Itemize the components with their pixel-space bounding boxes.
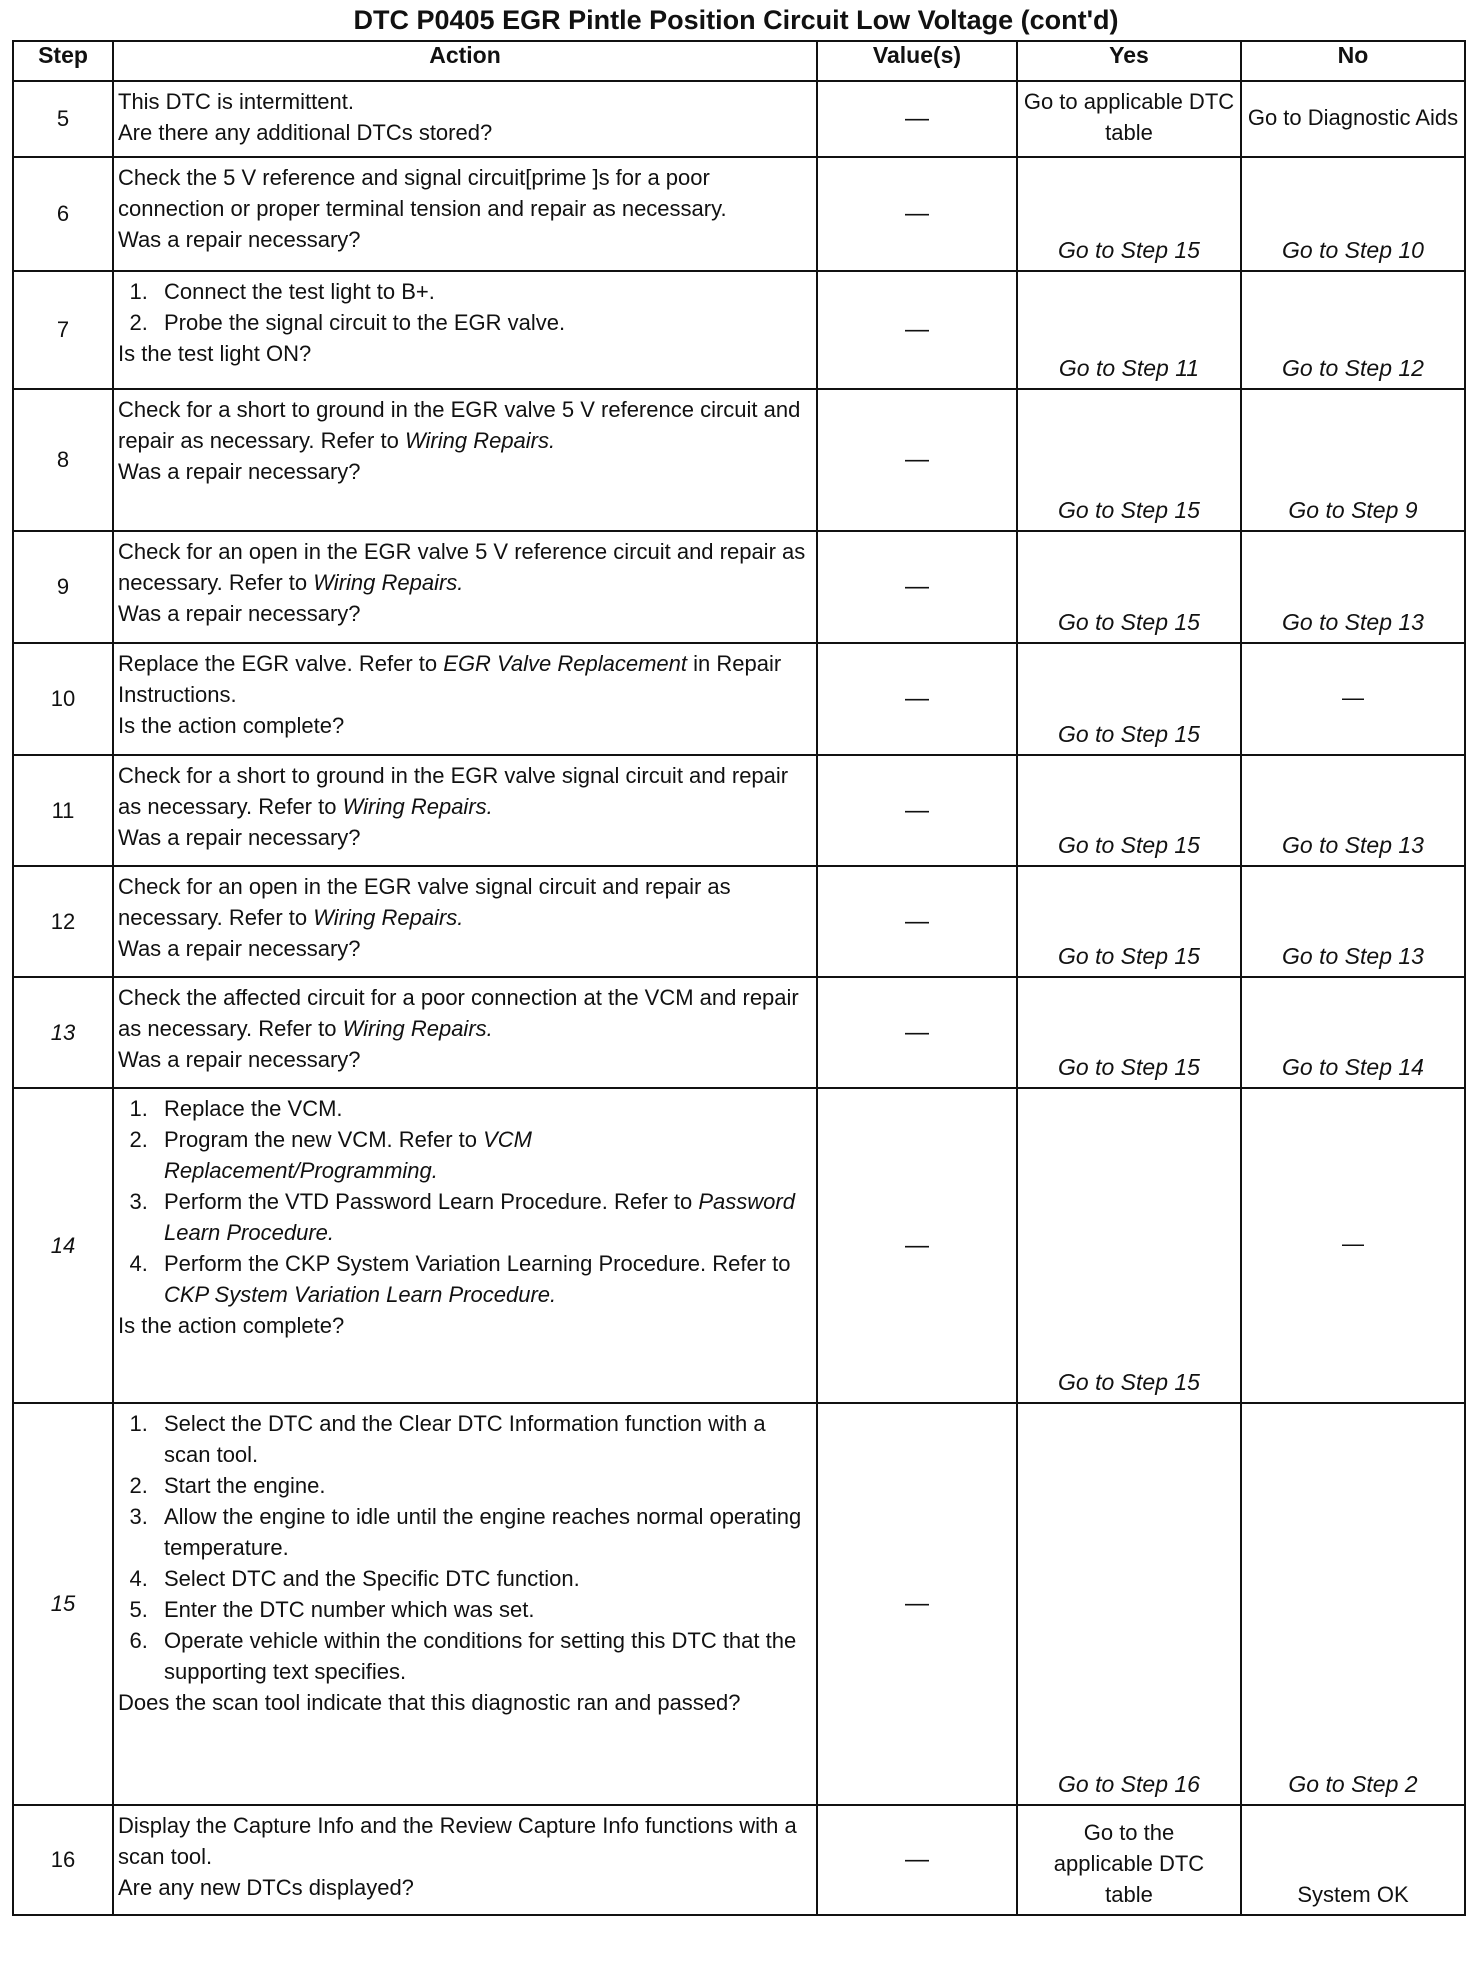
table-row [13, 531, 1465, 643]
action-cell [113, 271, 817, 389]
action-cell [113, 389, 817, 531]
list-item: 1. Replace the VCM. [154, 1093, 810, 1124]
action-cell [113, 1088, 817, 1403]
value-cell: — [817, 271, 1017, 389]
table-row [13, 643, 1465, 755]
yes-cell: Go to Step 15 [1017, 755, 1241, 866]
yes-cell: Go to Step 15 [1017, 866, 1241, 977]
action-question: Was a repair necessary? [118, 825, 361, 850]
step-number: 11 [13, 755, 113, 866]
action-list [118, 1093, 810, 1310]
no-cell: Go to Step 13 [1241, 531, 1465, 643]
value-cell: — [817, 755, 1017, 866]
yes-cell: Go to Step 15 [1017, 643, 1241, 755]
list-item: 2. Start the engine. [154, 1470, 810, 1501]
no-cell: Go to Diagnostic Aids [1241, 81, 1465, 157]
header-yes: Yes [1017, 41, 1241, 81]
step-number: 5 [13, 81, 113, 157]
action-cell [113, 643, 817, 755]
yes-cell: Go to Step 15 [1017, 157, 1241, 271]
step-number: 13 [13, 977, 113, 1088]
action-question: Are any new DTCs displayed? [118, 1875, 414, 1900]
list-item: 5. Enter the DTC number which was set. [154, 1594, 810, 1625]
value-cell: — [817, 531, 1017, 643]
action-text: Check for a short to ground in the EGR valve signal circuit and repair as necessary. Refer to Wiring Repairs. [118, 763, 789, 819]
reference-link-text: CKP System Variation Learn Procedure. [164, 1282, 557, 1307]
step-number: 9 [13, 531, 113, 643]
page-title: DTC P0405 EGR Pintle Position Circuit Low Voltage (cont'd) [353, 5, 1119, 35]
action-question: Is the action complete? [118, 1313, 345, 1338]
reference-link-text: Wiring Repairs. [342, 794, 493, 819]
reference-link-text: VCM Replacement/Programming. [164, 1127, 533, 1183]
yes-cell: Go to Step 15 [1017, 977, 1241, 1088]
value-cell: — [817, 1805, 1017, 1915]
yes-cell: Go to Step 15 [1017, 389, 1241, 531]
reference-link-text: Wiring Repairs. [313, 570, 464, 595]
action-cell [113, 81, 817, 157]
value-cell: — [817, 81, 1017, 157]
yes-cell: Go to Step 16 [1017, 1403, 1241, 1805]
action-question: Was a repair necessary? [118, 936, 361, 961]
header-step: Step [13, 41, 113, 81]
no-cell: Go to Step 9 [1241, 389, 1465, 531]
action-question: Was a repair necessary? [118, 459, 361, 484]
header-values: Value(s) [817, 41, 1017, 81]
no-cell: Go to Step 13 [1241, 755, 1465, 866]
header-row [13, 41, 1465, 81]
yes-cell: Go to applicable DTC table [1017, 81, 1241, 157]
action-list [118, 1408, 810, 1687]
step-number: 10 [13, 643, 113, 755]
no-cell: Go to Step 2 [1241, 1403, 1465, 1805]
value-cell: — [817, 1403, 1017, 1805]
header-no: No [1241, 41, 1465, 81]
reference-link-text: Wiring Repairs. [342, 1016, 493, 1041]
value-cell: — [817, 866, 1017, 977]
action-cell [113, 531, 817, 643]
step-number: 6 [13, 157, 113, 271]
list-item: 2. Probe the signal circuit to the EGR valve. [154, 307, 810, 338]
value-cell: — [817, 977, 1017, 1088]
no-cell: Go to Step 10 [1241, 157, 1465, 271]
action-text: Check for an open in the EGR valve signal circuit and repair as necessary. Refer to Wiring Repairs. [118, 874, 731, 930]
table-row [13, 755, 1465, 866]
yes-cell: Go to the applicable DTC table [1017, 1805, 1241, 1915]
list-item: 6. Operate vehicle within the conditions for setting this DTC that the supporting text specifies. [154, 1625, 810, 1687]
step-number: 14 [13, 1088, 113, 1403]
list-item: 1. Select the DTC and the Clear DTC Information function with a scan tool. [154, 1408, 810, 1470]
table-row [13, 271, 1465, 389]
action-question: Does the scan tool indicate that this diagnostic ran and passed? [118, 1690, 741, 1715]
reference-link-text: Wiring Repairs. [313, 905, 464, 930]
no-cell: — [1241, 1088, 1465, 1403]
table-row [13, 866, 1465, 977]
action-question: Was a repair necessary? [118, 227, 361, 252]
action-cell [113, 866, 817, 977]
action-cell [113, 755, 817, 866]
action-list [118, 276, 810, 338]
list-item: 3. Perform the VTD Password Learn Procedure. Refer to Password Learn Procedure. [154, 1186, 810, 1248]
table-row [13, 977, 1465, 1088]
step-number: 12 [13, 866, 113, 977]
list-item: 4. Select DTC and the Specific DTC function. [154, 1563, 810, 1594]
list-item: 1. Connect the test light to B+. [154, 276, 810, 307]
action-cell [113, 157, 817, 271]
action-question: Was a repair necessary? [118, 1047, 361, 1072]
list-item: 3. Allow the engine to idle until the engine reaches normal operating temperature. [154, 1501, 810, 1563]
action-text: Display the Capture Info and the Review Capture Info functions with a scan tool. [118, 1813, 797, 1869]
step-number: 7 [13, 271, 113, 389]
no-cell: Go to Step 14 [1241, 977, 1465, 1088]
no-cell: System OK [1241, 1805, 1465, 1915]
value-cell: — [817, 389, 1017, 531]
list-item: 4. Perform the CKP System Variation Learning Procedure. Refer to CKP System Variation Learn Procedure. [154, 1248, 810, 1310]
action-question: Are there any additional DTCs stored? [118, 120, 493, 145]
action-question: Is the test light ON? [118, 341, 312, 366]
reference-link-text: EGR Valve Replacement [443, 651, 688, 676]
diagnostic-table [12, 40, 1466, 1916]
action-text: Check the affected circuit for a poor connection at the VCM and repair as necessary. Refer to Wiring Repairs. [118, 985, 799, 1041]
table-row [13, 1403, 1465, 1805]
action-text: This DTC is intermittent. [118, 89, 354, 114]
reference-link-text: Password Learn Procedure. [164, 1189, 795, 1245]
yes-cell: Go to Step 11 [1017, 271, 1241, 389]
list-item: 2. Program the new VCM. Refer to VCM Replacement/Programming. [154, 1124, 810, 1186]
no-cell: Go to Step 13 [1241, 866, 1465, 977]
header-action: Action [113, 41, 817, 81]
action-question: Was a repair necessary? [118, 601, 361, 626]
action-text: Check for a short to ground in the EGR valve 5 V reference circuit and repair as necessary. Refer to Wiring Repairs. [118, 397, 801, 453]
yes-cell: Go to Step 15 [1017, 531, 1241, 643]
table-row [13, 1805, 1465, 1915]
action-text: Check the 5 V reference and signal circuit[prime ]s for a poor connection or proper terminal tension and repair as necessary. [118, 165, 727, 221]
action-text: Check for an open in the EGR valve 5 V reference circuit and repair as necessary. Refer to Wiring Repairs. [118, 539, 806, 595]
value-cell: — [817, 157, 1017, 271]
no-cell: — [1241, 643, 1465, 755]
value-cell: — [817, 1088, 1017, 1403]
table-row [13, 1088, 1465, 1403]
action-cell [113, 1403, 817, 1805]
action-cell [113, 977, 817, 1088]
value-cell: — [817, 643, 1017, 755]
table-row [13, 81, 1465, 157]
table-row [13, 157, 1465, 271]
no-cell: Go to Step 12 [1241, 271, 1465, 389]
table-row [13, 389, 1465, 531]
action-text: Replace the EGR valve. Refer to EGR Valve Replacement in Repair Instructions. [118, 651, 782, 707]
action-question: Is the action complete? [118, 713, 345, 738]
reference-link-text: Wiring Repairs. [404, 428, 556, 453]
action-cell [113, 1805, 817, 1915]
step-number: 16 [13, 1805, 113, 1915]
yes-cell: Go to Step 15 [1017, 1088, 1241, 1403]
step-number: 15 [13, 1403, 113, 1805]
step-number: 8 [13, 389, 113, 531]
